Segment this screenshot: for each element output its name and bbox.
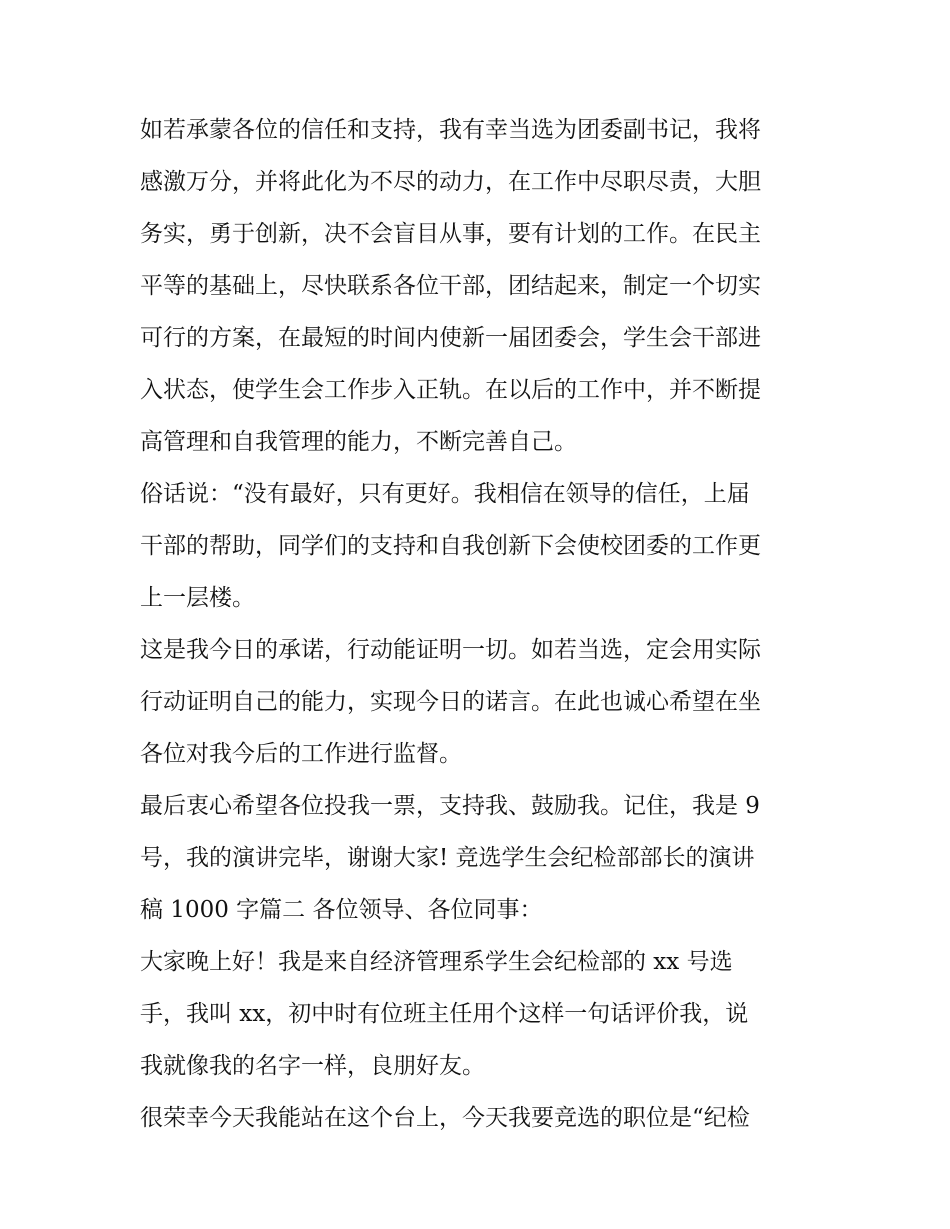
text-line: 大家晚上好！我是来自经济管理系学生会纪检部的 xx 号选 [140, 949, 733, 975]
document-body [140, 104, 812, 1144]
text-line: 上一层楼。 [140, 585, 255, 611]
text-line: 可行的方案，在最短的时间内使新一届团委会，学生会干部进 [140, 325, 761, 351]
text-line: 俗话说：“没有最好，只有更好。我相信在领导的信任，上届 [140, 481, 750, 507]
text-line: 号，我的演讲完毕，谢谢大家! 竞选学生会纪检部部长的演讲 [140, 845, 755, 871]
text-line: 感激万分，并将此化为不尽的动力，在工作中尽职尽责，大胆 [140, 169, 761, 195]
text-line: 最后衷心希望各位投我一票，支持我、鼓励我。记住，我是 9 [140, 793, 760, 819]
text-line: 务实，勇于创新，决不会盲目从事，要有计划的工作。在民主 [140, 221, 761, 247]
text-line: 如若承蒙各位的信任和支持，我有幸当选为团委副书记，我将 [140, 117, 761, 143]
text-line: 很荣幸今天我能站在这个台上，今天我要竞选的职位是“纪检 [140, 1105, 750, 1131]
text-line: 入状态，使学生会工作步入正轨。在以后的工作中，并不断提 [140, 377, 761, 403]
text-line: 我就像我的名字一样，良朋好友。 [140, 1053, 485, 1079]
text-line: 这是我今日的承诺，行动能证明一切。如若当选，定会用实际 [140, 637, 761, 663]
text-line: 稿 1000 字篇二 各位领导、各位同事： [140, 897, 543, 923]
text-line: 各位对我今后的工作进行监督。 [140, 741, 462, 767]
text-line: 手，我叫 xx，初中时有位班主任用个这样一句话评价我，说 [140, 1001, 749, 1027]
text-line: 高管理和自我管理的能力，不断完善自己。 [140, 429, 577, 455]
text-line: 平等的基础上，尽快联系各位干部，团结起来，制定一个切实 [140, 273, 761, 299]
text-line: 行动证明自己的能力，实现今日的诺言。在此也诚心希望在坐 [140, 689, 761, 715]
text-line: 干部的帮助，同学们的支持和自我创新下会使校团委的工作更 [140, 533, 761, 559]
